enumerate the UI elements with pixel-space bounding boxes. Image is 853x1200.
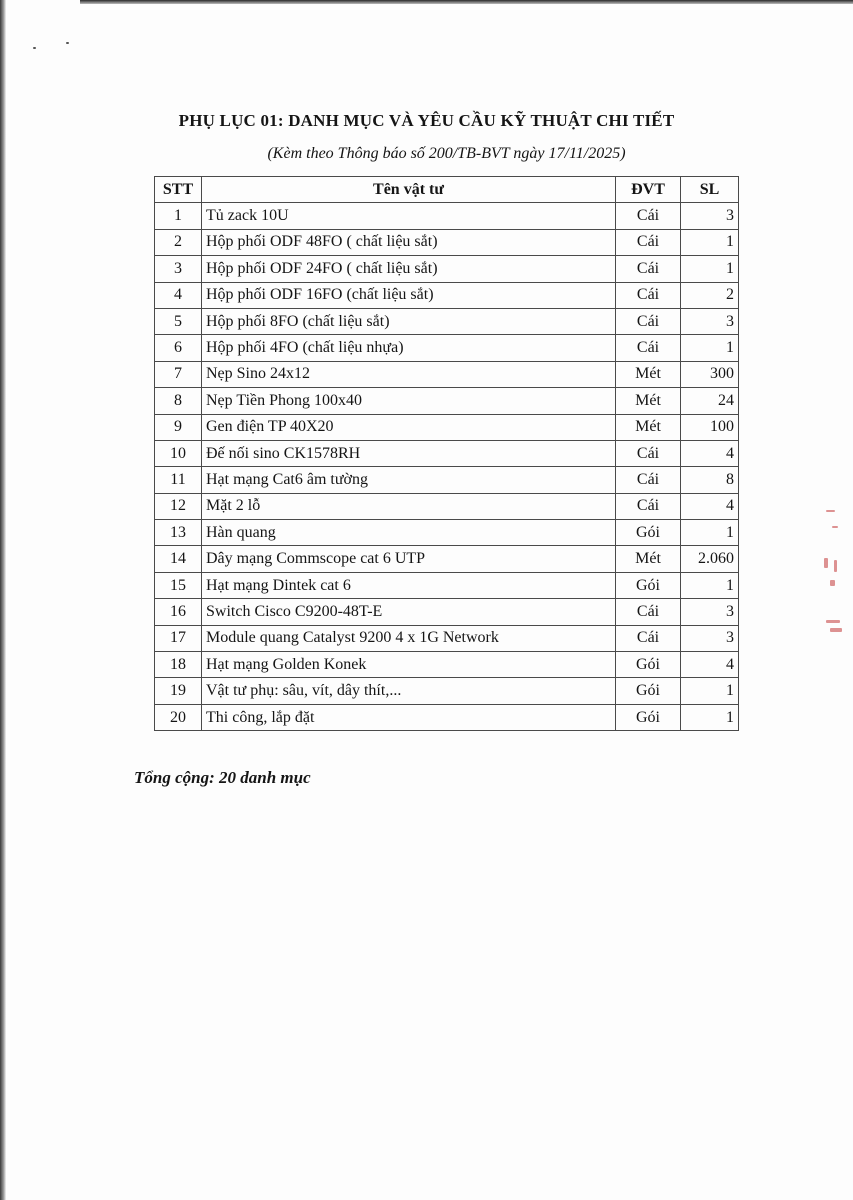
row-unit: Cái bbox=[616, 308, 681, 334]
row-stt: 1 bbox=[155, 203, 202, 229]
row-unit: Mét bbox=[616, 388, 681, 414]
row-unit: Mét bbox=[616, 361, 681, 387]
table-row bbox=[155, 229, 739, 255]
items-table bbox=[154, 176, 739, 731]
table-row bbox=[155, 493, 739, 519]
scan-speck bbox=[66, 42, 69, 44]
row-quantity: 1 bbox=[681, 572, 739, 598]
table-row bbox=[155, 625, 739, 651]
row-quantity: 3 bbox=[681, 203, 739, 229]
table-row bbox=[155, 520, 739, 546]
row-quantity: 1 bbox=[681, 704, 739, 730]
row-quantity: 4 bbox=[681, 493, 739, 519]
row-stt: 4 bbox=[155, 282, 202, 308]
scan-speck bbox=[33, 47, 36, 49]
table-row bbox=[155, 256, 739, 282]
row-item-name: Dây mạng Commscope cat 6 UTP bbox=[202, 546, 616, 572]
row-stt: 6 bbox=[155, 335, 202, 361]
table-header-row bbox=[155, 177, 739, 203]
row-stt: 19 bbox=[155, 678, 202, 704]
table-row bbox=[155, 440, 739, 466]
table-row bbox=[155, 361, 739, 387]
table-row bbox=[155, 203, 739, 229]
row-quantity: 300 bbox=[681, 361, 739, 387]
row-item-name: Hạt mạng Dintek cat 6 bbox=[202, 572, 616, 598]
row-item-name: Hàn quang bbox=[202, 520, 616, 546]
row-stt: 9 bbox=[155, 414, 202, 440]
table-row bbox=[155, 678, 739, 704]
row-item-name: Thi công, lắp đặt bbox=[202, 704, 616, 730]
row-item-name: Hạt mạng Cat6 âm tường bbox=[202, 467, 616, 493]
table-row bbox=[155, 572, 739, 598]
row-item-name: Hộp phối 4FO (chất liệu nhựa) bbox=[202, 335, 616, 361]
row-unit: Cái bbox=[616, 256, 681, 282]
row-quantity: 8 bbox=[681, 467, 739, 493]
row-unit: Cái bbox=[616, 229, 681, 255]
row-unit: Gói bbox=[616, 704, 681, 730]
row-quantity: 1 bbox=[681, 229, 739, 255]
row-unit: Gói bbox=[616, 652, 681, 678]
row-stt: 8 bbox=[155, 388, 202, 414]
document-title: PHỤ LỤC 01: DANH MỤC VÀ YÊU CẦU KỸ THUẬT CHI TIẾT bbox=[178, 111, 675, 130]
row-quantity: 4 bbox=[681, 652, 739, 678]
row-item-name: Hộp phối ODF 16FO (chất liệu sắt) bbox=[202, 282, 616, 308]
row-item-name: Mặt 2 lỗ bbox=[202, 493, 616, 519]
row-stt: 7 bbox=[155, 361, 202, 387]
stamp-bleed-marks bbox=[820, 500, 850, 650]
row-item-name: Hộp phối 8FO (chất liệu sắt) bbox=[202, 308, 616, 334]
row-item-name: Switch Cisco C9200-48T-E bbox=[202, 599, 616, 625]
row-item-name: Đế nối sino CK1578RH bbox=[202, 440, 616, 466]
row-unit: Gói bbox=[616, 572, 681, 598]
table-row bbox=[155, 414, 739, 440]
row-quantity: 4 bbox=[681, 440, 739, 466]
row-item-name: Nẹp Tiền Phong 100x40 bbox=[202, 388, 616, 414]
scan-edge-left bbox=[0, 0, 6, 1200]
row-item-name: Tủ zack 10U bbox=[202, 203, 616, 229]
row-quantity: 100 bbox=[681, 414, 739, 440]
row-stt: 13 bbox=[155, 520, 202, 546]
row-stt: 3 bbox=[155, 256, 202, 282]
row-item-name: Nẹp Sino 24x12 bbox=[202, 361, 616, 387]
header-name: Tên vật tư bbox=[202, 177, 616, 203]
row-item-name: Module quang Catalyst 9200 4 x 1G Network bbox=[202, 625, 616, 651]
header-qty: SL bbox=[681, 177, 739, 203]
table-row bbox=[155, 467, 739, 493]
table-row bbox=[155, 546, 739, 572]
row-quantity: 2.060 bbox=[681, 546, 739, 572]
row-item-name: Gen điện TP 40X20 bbox=[202, 414, 616, 440]
row-unit: Mét bbox=[616, 414, 681, 440]
row-stt: 17 bbox=[155, 625, 202, 651]
document-subtitle: (Kèm theo Thông báo số 200/TB-BVT ngày 17/11/2025) bbox=[267, 145, 626, 162]
row-unit: Cái bbox=[616, 493, 681, 519]
table-row bbox=[155, 704, 739, 730]
row-quantity: 1 bbox=[681, 335, 739, 361]
total-summary: Tổng cộng: 20 danh mục bbox=[134, 768, 311, 787]
table-row bbox=[155, 282, 739, 308]
items-table-body bbox=[155, 203, 739, 731]
row-unit: Cái bbox=[616, 440, 681, 466]
row-stt: 11 bbox=[155, 467, 202, 493]
row-quantity: 1 bbox=[681, 520, 739, 546]
row-item-name: Hộp phối ODF 48FO ( chất liệu sắt) bbox=[202, 229, 616, 255]
row-unit: Cái bbox=[616, 467, 681, 493]
row-quantity: 3 bbox=[681, 625, 739, 651]
row-unit: Cái bbox=[616, 335, 681, 361]
row-quantity: 2 bbox=[681, 282, 739, 308]
header-unit: ĐVT bbox=[616, 177, 681, 203]
row-stt: 16 bbox=[155, 599, 202, 625]
row-stt: 2 bbox=[155, 229, 202, 255]
table-row bbox=[155, 335, 739, 361]
row-unit: Cái bbox=[616, 625, 681, 651]
row-quantity: 3 bbox=[681, 308, 739, 334]
row-unit: Cái bbox=[616, 203, 681, 229]
row-unit: Gói bbox=[616, 678, 681, 704]
row-stt: 14 bbox=[155, 546, 202, 572]
row-item-name: Hộp phối ODF 24FO ( chất liệu sắt) bbox=[202, 256, 616, 282]
row-unit: Mét bbox=[616, 546, 681, 572]
row-quantity: 1 bbox=[681, 678, 739, 704]
row-unit: Gói bbox=[616, 520, 681, 546]
table-row bbox=[155, 308, 739, 334]
scan-edge-top bbox=[80, 0, 853, 4]
table-row bbox=[155, 599, 739, 625]
row-quantity: 3 bbox=[681, 599, 739, 625]
table-row bbox=[155, 652, 739, 678]
row-quantity: 1 bbox=[681, 256, 739, 282]
row-stt: 12 bbox=[155, 493, 202, 519]
row-unit: Cái bbox=[616, 599, 681, 625]
row-quantity: 24 bbox=[681, 388, 739, 414]
row-stt: 20 bbox=[155, 704, 202, 730]
row-stt: 18 bbox=[155, 652, 202, 678]
row-item-name: Hạt mạng Golden Konek bbox=[202, 652, 616, 678]
row-stt: 10 bbox=[155, 440, 202, 466]
row-stt: 15 bbox=[155, 572, 202, 598]
row-stt: 5 bbox=[155, 308, 202, 334]
row-unit: Cái bbox=[616, 282, 681, 308]
header-stt: STT bbox=[155, 177, 202, 203]
row-item-name: Vật tư phụ: sâu, vít, dây thít,... bbox=[202, 678, 616, 704]
table-row bbox=[155, 388, 739, 414]
